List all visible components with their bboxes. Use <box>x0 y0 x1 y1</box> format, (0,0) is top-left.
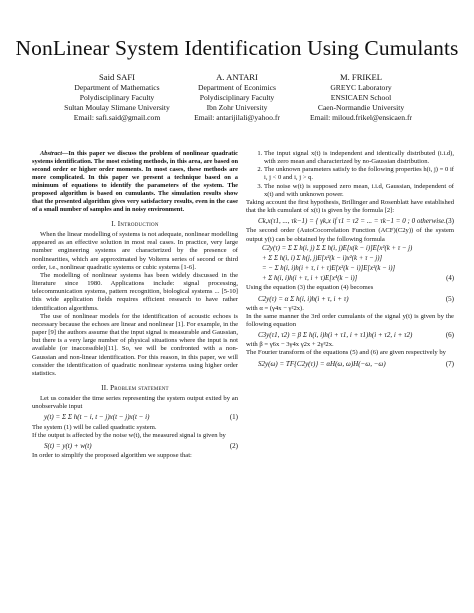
author-block-3 <box>286 72 436 123</box>
paragraph: Let us consider the time series representing the system output exited by an unobservable input <box>32 395 238 411</box>
author-affiliation: Polydisciplinary Faculty <box>79 93 155 102</box>
list-item: 2. The unknown parameters satisfy to the following properties h(i, j) = 0 if i, j < 0 and i, j > q. <box>264 166 454 182</box>
equation-body: C2y(τ) = Σ Σ h(i, j) Σ Σ h(i, j)E[x(k − i)]E[x²(k + τ − j) <box>262 244 413 252</box>
equation-2 <box>32 440 238 452</box>
author-affiliation: ENSICAEN School <box>330 93 392 102</box>
equation-4-line <box>246 254 454 264</box>
author-email: Email: antarijilali@yahoo.fr <box>194 113 280 122</box>
paragraph: In the same manner the 3rd order cumulants of the signal y(t) is given by the following equation <box>246 312 454 328</box>
equation-body: S(t) = y(t) + w(t) <box>44 441 92 450</box>
equation-body: Ck,x(τ1, ..., τk−1) = { γk,x if τ1 = τ2 = ... = τk−1 = 0 ; 0 otherwise. <box>258 217 446 226</box>
equation-number: (2) <box>229 441 238 450</box>
paragraph: Using the equation (3) the equation (4) becomes <box>246 284 374 292</box>
equation-4-line <box>246 274 454 284</box>
list-item: 1. The input signal x(t) is independent and identically distributed (i.i.d), with zero mean and characterized by no-Gaussian distribution. <box>264 150 454 166</box>
paragraph: If the output is affected by the noise w(t), the measured signal is given by <box>32 431 226 439</box>
paragraph: with α = (γ4x − γ²2x). <box>246 304 304 312</box>
equation-7 <box>246 358 454 370</box>
equation-body: = − Σ h(i, i)h(i + τ, i + τ)E[x²(k − i)]E[x²(k − i)] <box>262 265 396 273</box>
abstract <box>32 150 238 214</box>
list-item: 3. The noise w(t) is supposed zero mean, i.i.d, Gaussian, independent of x(t) and with unknown power. <box>264 183 454 199</box>
author-name: M. FRIKEL <box>339 72 383 82</box>
abstract-lead: Abstract <box>40 150 63 157</box>
paragraph: with β = γ6x − 3γ4x γ2x + 2γ³2x. <box>246 341 334 349</box>
equation-1 <box>32 411 238 423</box>
equation-body: S2y(ω) = TF{C2y(τ)} = αH(ω, ω)H(−ω, −ω) <box>258 359 386 368</box>
equation-body: C3y(τ1, τ2) = β Σ h(i, i)h(i + τ1, i + τ1)h(i + τ2, i + τ2) <box>258 331 413 340</box>
right-column <box>246 150 454 370</box>
equation-body: y(t) = Σ Σ h(t − i, t − j)x(t − j)x(t − i) <box>44 413 150 422</box>
author-affiliation: GREYC Laboratory <box>330 83 392 92</box>
author-affiliation: Sultan Moulay Slimane University <box>64 103 170 112</box>
equation-body: C2y(τ) = α Σ h(i, i)h(i + τ, i + τ) <box>258 294 349 303</box>
equation-body: + Σ Σ h(i, i) Σ h(j, j)E[x²(k − i)x²(k + τ − j)] <box>262 254 383 262</box>
paragraph: The system (1) will be called quadratic system. <box>32 423 157 431</box>
author-affiliation: Polydisciplinary Faculty <box>199 93 275 102</box>
assumption-list <box>246 150 454 199</box>
left-column <box>32 150 238 460</box>
equation-4-line <box>246 264 454 274</box>
paragraph: The Fourier transform of the equations (5) and (6) are given respectively by <box>246 349 446 357</box>
equation-number: (7) <box>445 359 454 368</box>
equation-number: (5) <box>445 294 454 303</box>
equation-number: (6) <box>445 331 454 340</box>
equation-number: (1) <box>229 413 238 422</box>
equation-body: + Σ h(i, i)h(i + τ, i + τ)E[x⁴(k − i)] <box>262 275 358 283</box>
equation-4-line <box>246 244 454 254</box>
author-affiliation: Department of Econimics <box>197 83 277 92</box>
paragraph: Taking account the first hypothesis, Brillinger and Rosenblatt have established that the kth cumulant of x(t) is given by the formula [2]: <box>246 198 454 215</box>
paragraph: In order to simplify the proposed algorithm we suppose that: <box>32 452 192 460</box>
author-email: Email: miloud.frikel@ensicaen.fr <box>309 113 413 122</box>
equation-6 <box>246 329 454 341</box>
abstract-body: —In this paper we discuss the problem of nonlinear quadratic systems identification. The most existing methods, in this area, are based on second order or higher order moments. In most cases, these methods are more complicated. In this paper we present a technique based on a minimum of equations to identify the parameters of the system. The proposed algorithm is based on cumulants. The simulation results show that the presented algorithm gives very satisfactory results, even in the case of a small number of samples and in noisy environment. <box>32 150 238 213</box>
equation-3 <box>246 215 454 227</box>
paragraph: When the linear modelling of systems is not adequate, nonlinear modelling appeared as an effective solution in most real cases. In practice, very large number engineering systems are characterized by the presence of nonlinearities, which are approximated by Volterra series of second or third order, i.e., nonlinear quadratic systems or cubic systems [1-6]. <box>32 231 238 271</box>
paper-title: NonLinear System Identification Using Cumulants <box>15 36 459 60</box>
paragraph: The second order (AutoCocorrelation Function (ACF)(C2y)) of the system output y(t) can be obtained by the following formula <box>246 227 454 243</box>
author-affiliation: Ibn Zohr University <box>206 103 268 112</box>
author-name: Said SAFI <box>98 72 136 82</box>
author-affiliation: Caen-Normandie University <box>317 103 405 112</box>
equation-number: (3) <box>445 217 454 226</box>
equation-number: (4) <box>446 275 454 283</box>
paragraph: The use of nonlinear models for the identification of acoustic echoes is necessary because the echoes are linear and nonlinear [1]. For example, in the paper [9] the authors assume that the input signal is measurable and Gaussian, but there is a very large number of physical situations where the input is not available (or inaccessible)[11]. So, we will be confronted with a non-Gaussian and non-linear identification. For this reason, in this paper, we will consider the identification of quadratic nonlinear systems using higher order statistics. <box>32 312 238 377</box>
paragraph: The modelling of nonlinear systems has been widely discussed in the literature since 1980. Applications include: signal processing, telecommunication systems, pattern recognition, biological systems ... [5-10] this wide application fields requires efficient research to have rather identification algorithms. <box>32 271 238 312</box>
author-email: Email: safi.said@gmail.com <box>73 113 161 122</box>
author-name: A. ANTARI <box>216 72 258 82</box>
author-affiliation: Department of Mathematics <box>74 83 160 92</box>
section-heading-problem-statement: II. Problem statement <box>101 383 169 392</box>
section-heading-introduction: I. Introduction <box>111 220 159 228</box>
equation-5 <box>246 293 454 305</box>
